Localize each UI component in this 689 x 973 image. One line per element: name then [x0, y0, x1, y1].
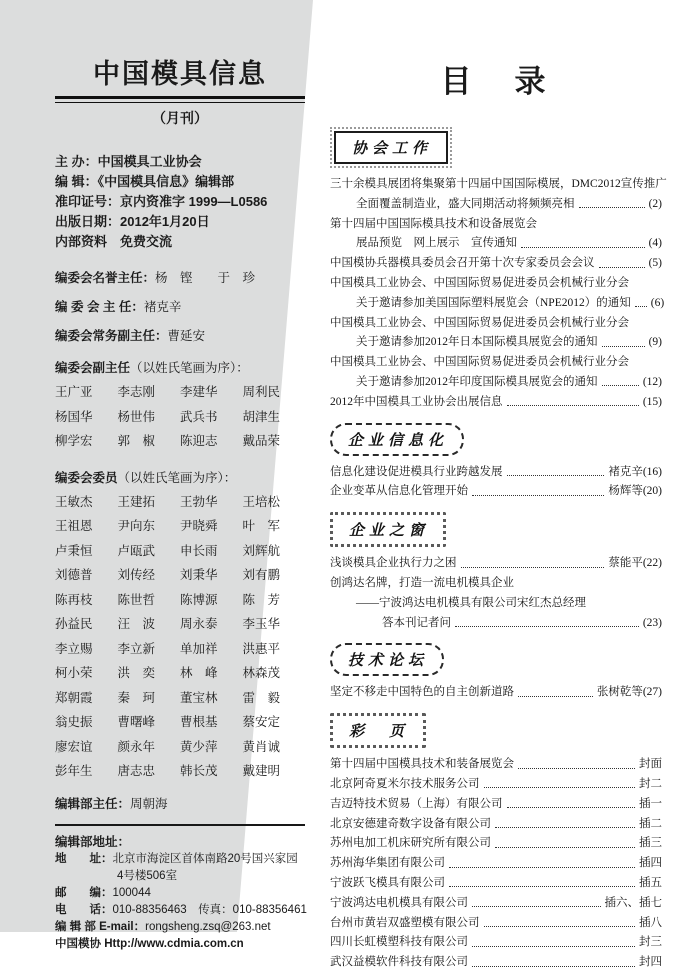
contact-line [55, 851, 305, 868]
editor-chief-label: 编辑部主任： [55, 796, 131, 811]
board-member-name: 李建华 [180, 385, 218, 399]
toc-page-number: 蔡能平(22) [608, 557, 662, 570]
divider-line [55, 824, 305, 826]
toc-dot-leader [518, 696, 593, 697]
board-member-name: 王广亚 [55, 385, 93, 399]
toc-item [330, 755, 662, 775]
board-role-names: 曹延安 [167, 329, 206, 343]
masthead-column [55, 52, 305, 953]
toc-page-number: (4) [648, 237, 662, 250]
title-double-rule [55, 96, 305, 103]
toc-item-text: 展品预览 网上展示 宣传通知 [356, 237, 517, 250]
contact-value: 4号楼506室 [117, 869, 178, 882]
toc-page-number: 封二 [639, 777, 662, 790]
members-label-row [55, 468, 305, 486]
toc-title: 目 录 [440, 64, 552, 99]
contact-label: 电 话： [55, 903, 113, 916]
board-member-name: 尹晓舜 [180, 519, 218, 533]
toc-dot-leader [579, 207, 645, 208]
toc-dot-leader [507, 807, 636, 808]
toc-item-text: 台州市黄岩双盛塑模有限公司 [330, 916, 480, 929]
deputy-label: 编委会副主任 [55, 361, 131, 375]
toc-dot-leader [461, 567, 605, 568]
publication-info-label: 主 办： [55, 154, 98, 169]
toc-item-text: 四川长虹模塑科技有限公司 [330, 936, 468, 949]
contact-value: 100044 [112, 886, 151, 899]
toc-section-heading-wrap [330, 643, 662, 676]
contact-line [55, 868, 305, 885]
board-member-name: 曹曙峰 [117, 715, 156, 729]
toc-item [330, 294, 665, 314]
toc-page-number: (23) [642, 616, 662, 629]
toc-section-heading-wrap [330, 713, 662, 748]
publication-info-line [55, 192, 305, 212]
toc-item-text: 关于邀请参加美国国际塑料展览会（NPE2012）的通知 [356, 296, 631, 309]
board-member-name: 李立赐 [55, 641, 93, 656]
board-member-name: 尹向东 [117, 519, 156, 533]
toc-item [330, 914, 662, 934]
board-member-name: 卢秉恒 [55, 543, 93, 558]
publication-info-value: 中国模具工业协会 [97, 154, 202, 169]
toc-page-number: (6) [650, 296, 665, 309]
toc-page-number: 插一 [639, 797, 662, 810]
board-member-name: 柯小荣 [55, 666, 93, 680]
toc-item-text: 中国模具工业协会、中国国际贸易促进委员会机械行业分会 [330, 276, 629, 289]
toc-item-text: 浅谈模具企业执行力之困 [330, 557, 457, 570]
toc-page-number: 插五 [639, 876, 662, 889]
board-member-name: 洪惠平 [242, 641, 281, 656]
contact-value: 010-88356463 传真：010-88356461 [112, 903, 307, 916]
toc-section-heading-wrap [330, 512, 662, 547]
toc-item [330, 215, 662, 235]
members-names-grid [55, 490, 305, 784]
toc-item-text: 三十余模具展团将集聚第十四届中国国际模展，DMC2012宣传推广 [330, 178, 667, 190]
members-label: 编委会委员 [55, 470, 118, 485]
board-member-name: 王建拓 [117, 494, 156, 509]
toc-item-text: 坚定不移走中国特色的自主创新道路 [330, 686, 514, 699]
board-member-name: 李志刚 [117, 385, 156, 399]
toc-dot-leader [472, 906, 601, 907]
board-member-name: 洪 奕 [117, 666, 156, 680]
toc-dot-leader [449, 886, 635, 887]
board-member-name: 叶 军 [242, 519, 281, 533]
toc-item [330, 953, 662, 973]
toc-page-number: (15) [642, 395, 662, 408]
board-member-name: 曹根基 [180, 715, 218, 729]
toc-item [330, 894, 662, 914]
toc-section-heading-wrap [330, 127, 662, 168]
board-role-label: 编 委 会 主 任： [55, 300, 144, 314]
board-member-name: 汪 波 [117, 617, 156, 631]
board-member-name: 王敏杰 [55, 494, 93, 509]
toc-item-text: 企业变革从信息化管理开始 [330, 485, 468, 498]
toc-item [330, 482, 662, 502]
board-member-name: 杨世伟 [117, 409, 156, 424]
toc-dot-leader [635, 306, 647, 307]
board-member-name: 王勃华 [180, 494, 218, 509]
section-heading: 技术论坛 [330, 643, 444, 676]
toc-dot-leader [507, 475, 605, 476]
toc-item-text: 关于邀请参加2012年印度国际模具展览会的通知 [356, 375, 598, 388]
board-member-name: 李立新 [117, 641, 156, 656]
board-member-name: 郭 椒 [117, 434, 156, 448]
board-member-name: 李玉华 [242, 617, 281, 631]
contact-label: 地 址： [55, 852, 113, 865]
board-member-name: 王祖恩 [55, 519, 93, 533]
toc-page-number: 褚克辛(16) [608, 465, 662, 478]
contact-label: 中国模协 Http://www.cdmia.com.cn [55, 937, 244, 950]
toc-dot-leader [472, 966, 635, 967]
board-member-name: 彭年生 [55, 764, 93, 778]
toc-page-number: (2) [648, 197, 662, 210]
contact-line [55, 902, 305, 919]
toc-item [330, 175, 667, 195]
toc-item [330, 234, 662, 254]
toc-dot-leader [472, 495, 604, 496]
toc-item [330, 834, 662, 854]
board-role-row [55, 326, 305, 344]
toc-item [330, 854, 662, 874]
toc-section-heading-wrap [330, 423, 662, 456]
toc-item [330, 274, 662, 294]
toc-page-number: 插八 [639, 916, 662, 929]
toc-item-text: 宁波鸿达电机模具有限公司 [330, 896, 468, 909]
toc-item-text: 中国模协兵器模具委员会召开第十次专家委员会会议 [330, 257, 595, 270]
toc-dot-leader [521, 247, 645, 248]
toc-item-text: 苏州电加工机床研究所有限公司 [330, 837, 491, 850]
toc-dot-leader [495, 827, 635, 828]
board-member-name: 胡津生 [242, 409, 281, 424]
toc-item [330, 574, 662, 594]
board-member-name: 周利民 [242, 385, 281, 399]
editorial-board [55, 268, 305, 812]
board-role-names: 杨 铿 于 珍 [155, 271, 256, 285]
toc-item-text: 全面覆盖制造业，盛大同期活动将频频亮相 [356, 197, 575, 210]
section-heading-border [330, 127, 452, 168]
toc-dot-leader [518, 768, 635, 769]
board-member-name: 刘有鹏 [242, 568, 281, 582]
contact-line [55, 936, 305, 953]
magazine-title: 中国模具信息 [93, 59, 267, 89]
board-member-name: 戴品荣 [242, 434, 281, 448]
deputy-note: （以姓氏笔画为序）： [130, 361, 249, 375]
contact-line [55, 919, 305, 936]
toc-item [330, 333, 662, 353]
toc-dot-leader [455, 626, 639, 627]
toc-item [330, 933, 662, 953]
board-member-name: 申长雨 [180, 543, 218, 558]
publication-info-line [55, 212, 305, 232]
toc-item-text: 关于邀请参加2012年日本国际模具展览会的通知 [356, 336, 598, 349]
toc-dot-leader [472, 946, 635, 947]
toc-dot-leader [602, 385, 639, 386]
deputy-names-grid [55, 380, 305, 454]
contact-value: rongsheng.zsq@263.net [145, 920, 271, 933]
toc-page-number: 插三 [639, 837, 662, 850]
publication-info-label: 编 辑： [55, 174, 98, 189]
toc-item [330, 393, 662, 413]
toc-item-text: ——宁波鸿达电机模具有限公司宋红杰总经理 [356, 596, 586, 609]
publication-info [55, 152, 305, 252]
board-member-name: 杨国华 [55, 409, 93, 424]
board-role-names: 褚克辛 [143, 300, 182, 314]
toc-dot-leader [484, 787, 636, 788]
toc-page-number: 插二 [639, 817, 662, 830]
toc-sections [330, 127, 667, 973]
board-member-name: 卢瓯武 [117, 543, 156, 558]
section-heading: 协会工作 [334, 131, 448, 164]
board-member-name: 秦 珂 [117, 690, 156, 705]
toc-item [330, 373, 662, 393]
toc-page-number: 杨辉等(20) [608, 485, 662, 498]
deputy-label-row [55, 358, 305, 376]
publication-info-line [55, 172, 305, 192]
magazine-subtitle: （月刊） [152, 110, 208, 126]
toc-item [330, 554, 662, 574]
board-member-name: 蔡安定 [242, 715, 281, 729]
toc-item-text: 第十四届中国国际模具技术和设备展览会 [330, 217, 537, 230]
board-member-name: 单加祥 [180, 641, 218, 656]
toc-item [330, 815, 662, 835]
publication-info-line [55, 232, 305, 252]
toc-item-text: 2012年中国模具工业协会出展信息 [330, 395, 503, 408]
publication-info-label: 准印证号： [55, 194, 121, 209]
publication-info-line [55, 152, 305, 172]
toc-item-text: 第十四届中国模具技术和装备展览会 [330, 758, 514, 771]
toc-item-text: 北京安德建奇数字设备有限公司 [330, 817, 491, 830]
toc-dot-leader [507, 405, 639, 406]
board-member-name: 柳学宏 [55, 434, 93, 448]
editor-chief-name: 周朝海 [130, 796, 168, 811]
board-member-name: 黄少萍 [180, 739, 218, 754]
contact-label: 编 辑 部 E-mail： [55, 920, 146, 933]
board-role-label: 编委会名誉主任： [55, 271, 156, 285]
toc-dot-leader [495, 847, 635, 848]
board-member-name: 林 峰 [180, 666, 218, 680]
toc-dot-leader [602, 346, 645, 347]
board-member-name: 颜永年 [117, 739, 156, 754]
publication-info-label: 内部资料 免费交流 [55, 234, 173, 249]
board-member-name: 陈迎志 [180, 434, 218, 448]
toc-item-text: 苏州海华集团有限公司 [330, 857, 445, 870]
contact-heading: 编辑部地址： [55, 834, 131, 849]
toc-item-text: 创鸿达名牌，打造一流电机模具企业 [330, 576, 514, 589]
contact-value: 北京市海淀区首体南路20号国兴家园 [112, 852, 298, 865]
publication-info-value: 京内资准字 1999—L0586 [120, 194, 268, 209]
section-heading: 企业之窗 [330, 512, 446, 547]
board-member-name: 董宝林 [180, 690, 218, 705]
toc-item [330, 775, 662, 795]
toc-item-text: 中国模具工业协会、中国国际贸易促进委员会机械行业分会 [330, 316, 629, 329]
board-member-name: 陈博源 [180, 592, 218, 607]
toc-dot-leader [484, 926, 636, 927]
toc-item-text: 北京阿奇夏米尔技术服务公司 [330, 777, 480, 790]
board-member-name: 周永泰 [180, 617, 218, 631]
toc-item-text: 信息化建设促进模具行业跨越发展 [330, 465, 503, 478]
board-member-name: 翁史振 [55, 715, 93, 729]
toc-item [330, 353, 662, 373]
publication-info-label: 出版日期： [55, 214, 121, 229]
toc-item-text: 吉迈特技术贸易（上海）有限公司 [330, 797, 503, 810]
toc-item-text: 答本刊记者问 [382, 616, 451, 629]
toc-item [330, 874, 662, 894]
toc-item-text: 宁波跃飞模具有限公司 [330, 876, 445, 889]
toc-item-text: 中国模具工业协会、中国国际贸易促进委员会机械行业分会 [330, 356, 629, 369]
board-member-name: 刘辉航 [242, 543, 281, 558]
board-member-name: 韩长茂 [180, 764, 218, 778]
board-member-name: 陈世哲 [117, 592, 156, 607]
members-note: （以姓氏笔画为序）： [117, 470, 237, 485]
toc-column [330, 56, 667, 973]
publication-info-value: 《中国模具信息》编辑部 [97, 174, 235, 189]
board-member-name: 刘秉华 [180, 568, 218, 582]
toc-item [330, 314, 662, 334]
board-member-name: 廖宏谊 [55, 739, 93, 754]
board-member-name: 刘德普 [55, 568, 93, 582]
board-member-name: 唐志忠 [117, 764, 156, 778]
toc-item [330, 683, 662, 703]
toc-page-number: (5) [648, 257, 662, 270]
board-role-row [55, 297, 305, 315]
toc-item [330, 594, 662, 614]
board-member-name: 陈 芳 [242, 592, 281, 607]
board-role-label: 编委会常务副主任： [55, 329, 168, 343]
board-member-name: 雷 毅 [242, 690, 281, 705]
section-heading: 彩 页 [330, 713, 426, 748]
editor-chief-row [55, 794, 305, 812]
toc-item-text: 武汉益模软件科技有限公司 [330, 956, 468, 969]
toc-item [330, 254, 662, 274]
toc-page-number: 封三 [639, 936, 662, 949]
publication-info-value: 2012年1月20日 [120, 214, 210, 229]
board-member-name: 孙益民 [55, 617, 93, 631]
toc-item [330, 195, 662, 215]
board-member-name: 刘传经 [117, 568, 156, 582]
board-member-name: 王培松 [242, 494, 281, 509]
contact-label: 邮 编： [55, 886, 113, 899]
board-member-name: 戴建明 [242, 764, 281, 778]
toc-page-number: 封面 [639, 758, 662, 771]
toc-dot-leader [599, 267, 645, 268]
toc-item [330, 463, 662, 483]
board-member-name: 林森茂 [242, 666, 281, 680]
board-member-name: 郑朝霞 [55, 690, 93, 705]
toc-page-number: 封四 [639, 956, 662, 969]
contact-line [55, 885, 305, 902]
toc-item [330, 795, 662, 815]
board-member-name: 陈再枝 [55, 592, 93, 607]
contact-block [55, 834, 305, 953]
toc-page-number: (9) [648, 336, 662, 349]
toc-item [330, 614, 662, 634]
board-member-name: 武兵书 [180, 409, 218, 424]
board-member-name: 黄肖诚 [242, 739, 281, 754]
toc-page-number: 张树乾等(27) [596, 686, 662, 699]
toc-page-number: 插六、插七 [604, 896, 662, 909]
board-role-row [55, 268, 305, 286]
toc-dot-leader [449, 867, 635, 868]
toc-page-number: (12) [642, 375, 662, 388]
section-heading: 企业信息化 [330, 423, 464, 456]
toc-page-number: 插四 [639, 857, 662, 870]
